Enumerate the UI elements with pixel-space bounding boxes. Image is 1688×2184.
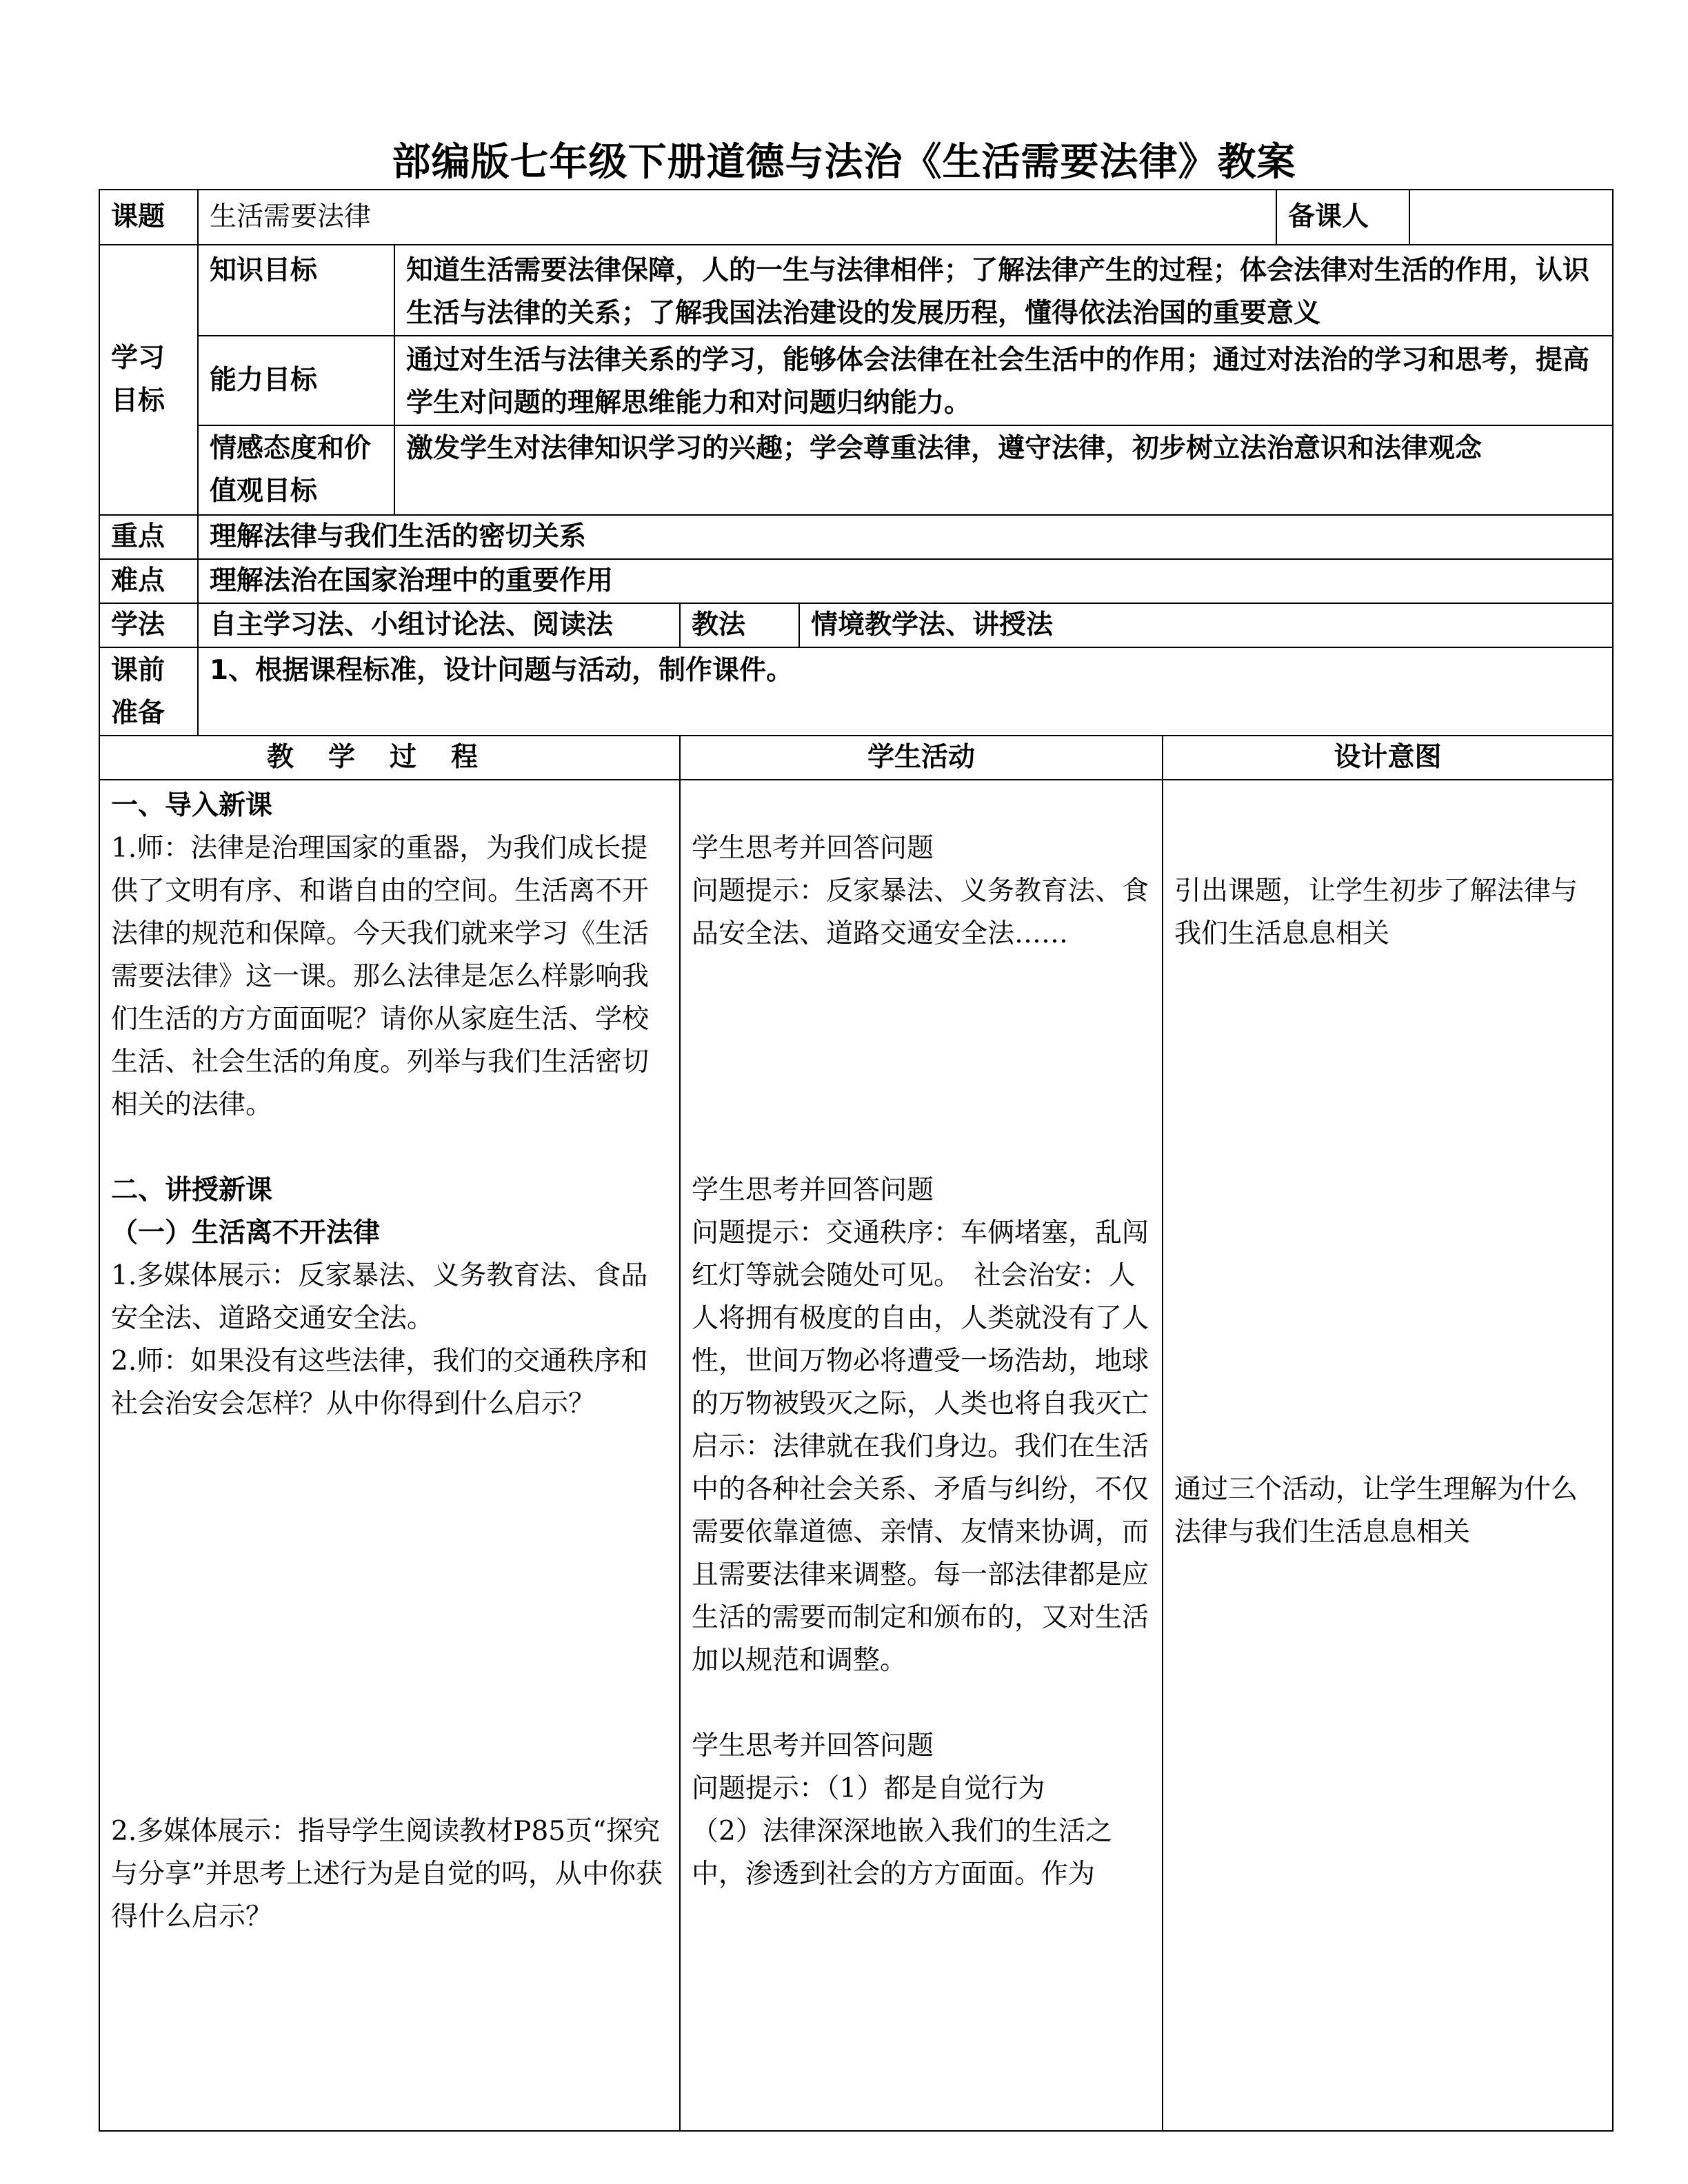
- section2-paragraph1: 1.多媒体展示：反家暴法、义务教育法、食品安全法、道路交通安全法。: [111, 1260, 648, 1334]
- process-table: [99, 735, 1614, 2132]
- section2-heading: 二、讲授新课: [111, 1175, 273, 1206]
- prep-label: 课前准备: [99, 647, 198, 736]
- key-value: 理解法律与我们生活的密切关系: [198, 515, 1613, 559]
- topic-label: 课题: [99, 190, 198, 245]
- goal-ability-text: 通过对生活与法律关系的学习，能够体会法律在社会生活中的作用；通过对法治的学习和思考，提高学生对问题的理解思维能力和对问题归纳能力。: [394, 336, 1613, 425]
- prep-value: 1、根据课程标准，设计问题与活动，制作课件。: [198, 647, 1613, 736]
- activity1-title: 学生思考并回答问题: [692, 833, 934, 864]
- activity3-title: 学生思考并回答问题: [692, 1730, 934, 1761]
- goal-knowledge-text: 知道生活需要法律保障，人的一生与法律相伴；了解法律产生的过程；体会法律对生活的作用，认识生活与法律的关系；了解我国法治建设的发展历程，懂得依法治国的重要意义: [394, 245, 1613, 336]
- activity2-hint: 启示：法律就在我们身边。我们在生活中的各种社会关系、矛盾与纠纷，不仅需要依靠道德、亲情、友情来协调，而且需要法律来调整。每一部法律都是应生活的需要而制定和颁布的，又对生活加以规范和调整。: [692, 1431, 1149, 1676]
- teach-method-value: 情境教学法、讲授法: [799, 603, 1613, 647]
- section2-subheading: （一）生活离不开法律: [111, 1217, 381, 1248]
- topic-value: 生活需要法律: [198, 190, 1276, 245]
- document-title: 部编版七年级下册道德与法治《生活需要法律》教案: [392, 140, 1296, 185]
- header-design-intent: 设计意图: [1163, 736, 1613, 780]
- preparer-value: [1409, 190, 1613, 245]
- goals-label: 学习目标: [99, 245, 198, 515]
- study-method-label: 学法: [99, 603, 198, 647]
- preparer-label: 备课人: [1276, 190, 1409, 245]
- info-table: [99, 189, 1614, 736]
- activity2-text: 问题提示：交通秩序：车俩堵塞，乱闯红灯等就会随处可见。 社会治安：人人将拥有极度的自由，人类就没有了人性，世间万物必将遭受一场浩劫，地球的万物被毁灭之际，人类也将自我灭亡: [692, 1217, 1149, 1419]
- difficulty-label: 难点: [99, 559, 198, 603]
- section2-paragraph2: 2.师：如果没有这些法律，我们的交通秩序和社会治安会怎样？从中你得到什么启示？: [111, 1346, 648, 1419]
- header-student-activity: 学生活动: [680, 736, 1163, 780]
- intent1: 引出课题，让学生初步了解法律与我们生活息息相关: [1174, 876, 1578, 949]
- section1-paragraph: 1.师：法律是治理国家的重器，为我们成长提供了文明有序、和谐自由的空间。生活离不开法律的规范和保障。今天我们就来学习《生活需要法律》这一课。那么法律是怎么样影响我们生活的方方面面呢？请你从家庭生活、学校生活、社会生活的角度。列举与我们生活密切相关的法律。: [111, 833, 650, 1120]
- student-activity-column: [680, 780, 1163, 2131]
- header-process: 教学过程: [99, 736, 680, 780]
- activity2-title: 学生思考并回答问题: [692, 1175, 934, 1206]
- intent2: 通过三个活动，让学生理解为什么法律与我们生活息息相关: [1174, 1474, 1578, 1548]
- key-label: 重点: [99, 515, 198, 559]
- design-intent-column: [1163, 780, 1613, 2131]
- process-column: [99, 780, 680, 2131]
- study-method-value: 自主学习法、小组讨论法、阅读法: [198, 603, 680, 647]
- teach-method-label: 教法: [680, 603, 799, 647]
- goal-ability-label: 能力目标: [198, 336, 394, 425]
- activity3-text2: （2）法律深深地嵌入我们的生活之中，渗透到社会的方方面面。作为: [692, 1816, 1112, 1890]
- activity1-text: 问题提示：反家暴法、义务教育法、食品安全法、道路交通安全法……: [692, 876, 1149, 949]
- activity3-text1: 问题提示：（1）都是自觉行为: [692, 1773, 1045, 1804]
- goal-attitude-label: 情感态度和价值观目标: [198, 425, 394, 515]
- difficulty-value: 理解法治在国家治理中的重要作用: [198, 559, 1613, 603]
- section2-paragraph3: 2.多媒体展示：指导学生阅读教材P85页“探究与分享”并思考上述行为是自觉的吗，从中你获得什么启示？: [111, 1816, 663, 1932]
- section1-heading: 一、导入新课: [111, 790, 273, 821]
- goal-attitude-text: 激发学生对法律知识学习的兴趣；学会尊重法律，遵守法律，初步树立法治意识和法律观念: [394, 425, 1613, 515]
- goal-knowledge-label: 知识目标: [198, 245, 394, 336]
